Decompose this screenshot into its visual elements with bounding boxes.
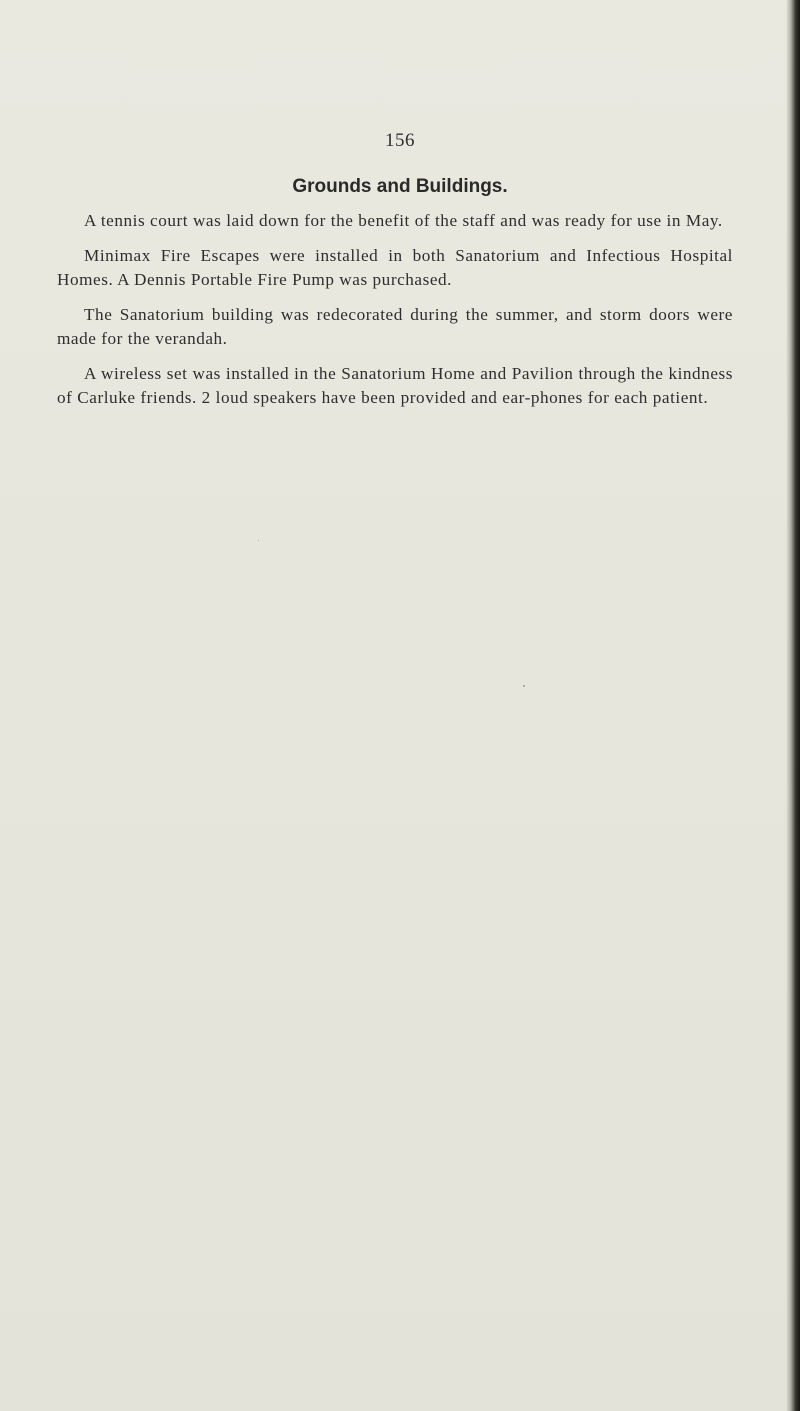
page-edge-shadow: [786, 0, 800, 1411]
page-number: 156: [385, 130, 415, 151]
section-heading: Grounds and Buildings.: [292, 176, 508, 197]
paragraph-wireless: A wireless set was installed in the Sanatorium Home and Pavilion through the kindness of Carluke friends. 2 loud speakers have been provided and ear-phones for each patient.: [57, 364, 733, 407]
paper-speck: [258, 540, 259, 541]
paragraph-redecoration: The Sanatorium building was redecorated during the summer, and storm doors were made for the verandah.: [57, 305, 733, 348]
paragraph-fire-escapes: Minimax Fire Escapes were installed in both Sanatorium and Infectious Hospital Homes. A Dennis Portable Fire Pump was purchased.: [57, 246, 733, 289]
paper-speck: [523, 685, 525, 687]
paragraph-tennis-court: A tennis court was laid down for the benefit of the staff and was ready for use in May.: [84, 211, 723, 230]
body-text: [57, 209, 733, 421]
